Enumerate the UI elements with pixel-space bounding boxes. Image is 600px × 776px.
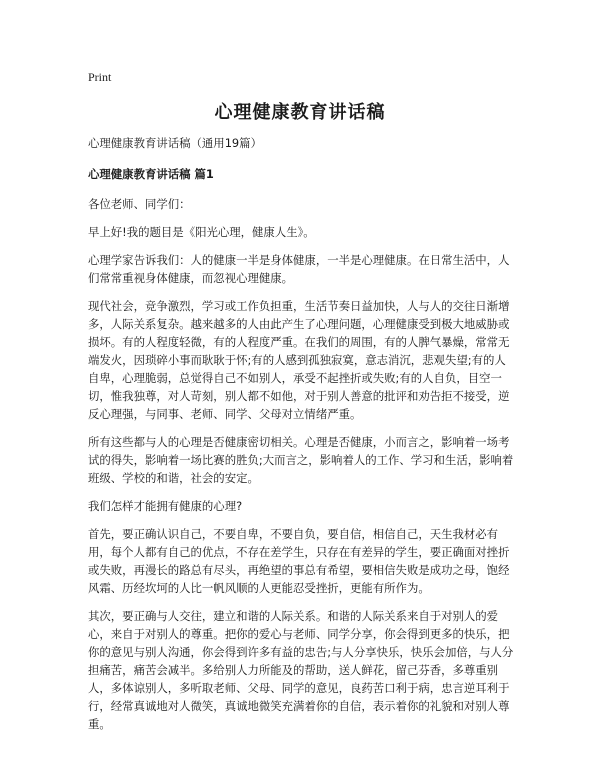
paragraph-impact: 所有这些都与人的心理是否健康密切相关。心理是否健康，小而言之，影响着一场考试的得失，影响着一场比赛的胜负;大而言之，影响着人的工作、学习和生活，影响着班级、学校的和谐，社会的安定。 bbox=[88, 435, 514, 485]
paragraph-health-definition: 心理学家告诉我们：人的健康一半是身体健康，一半是心理健康。在日常生活中，人们常常重视身体健康，而忽视心理健康。 bbox=[88, 253, 510, 285]
page-title: 心理健康教育讲话稿 bbox=[214, 102, 386, 123]
paragraph-first: 首先，要正确认识自己，不要自卑，不要自负，要自信，相信自己，天生我材必有用，每个人都有自己的优点，不存在差学生，只存在有差异的学生，要正确面对挫折或失败，再漫长的路总有尽头，再绝望的事总有希望，要相信失败是成功之母，饱经风霜、历经坎坷的人比一帆风顺的人更能忍受挫折，更能有所作为。 bbox=[88, 527, 510, 595]
document-subtitle: 心理健康教育讲话稿（通用19篇） bbox=[88, 136, 262, 150]
paragraph-topic: 早上好!我的题目是《阳光心理，健康人生》。 bbox=[88, 225, 315, 239]
paragraph-modern-society: 现代社会，竞争激烈，学习或工作负担重，生活节奏日益加快，人与人的交往日渐增多，人际关系复杂。越来越多的人由此产生了心理问题，心理健康受到极大地威胁或损坏。有的人程度轻微，有的人程度严重。在我们的周围，有的人脾气暴燥，常常无端发火，因琐碎小事而耿耿于怀;有的人感到孤独寂寞，意志消沉，悲观失望;有的人自卑，心理脆弱，总觉得自己不如别人，承受不起挫折或失败;有的人自负，目空一切，惟我独尊，对人苛刻，别人都不如他，对于别人善意的批评和劝告拒不接受，逆反心理强，与同事、老师、同学、父母对立情绪严重。 bbox=[88, 299, 510, 421]
section-heading: 心理健康教育讲话稿 篇1 bbox=[88, 167, 214, 181]
document-body bbox=[88, 134, 514, 743]
print-label: Print bbox=[88, 70, 112, 84]
paragraph-question: 我们怎样才能拥有健康的心理? bbox=[88, 499, 243, 513]
paragraph-greeting: 各位老师、同学们： bbox=[88, 197, 191, 211]
paragraph-second: 其次，要正确与人交往，建立和谐的人际关系。和谐的人际关系来自于对别人的爱心，来自于对别人的尊重。把你的爱心与老师、同学分享，你会得到更多的快乐，把你的意见与别人沟通，你会得到许多有益的忠告;与人分享快乐，快乐会加倍，与人分担痛苦，痛苦会减半。多给别人力所能及的帮助，送人鲜花，留己芬香，多尊重别人，多体谅别人，多听取老师、父母、同学的意见，良药苦口利于病，忠言逆耳利于行，经常真诚地对人微笑，真诚地微笑充满着你的自信，表示着你的礼貌和对别人尊重。 bbox=[88, 609, 514, 731]
